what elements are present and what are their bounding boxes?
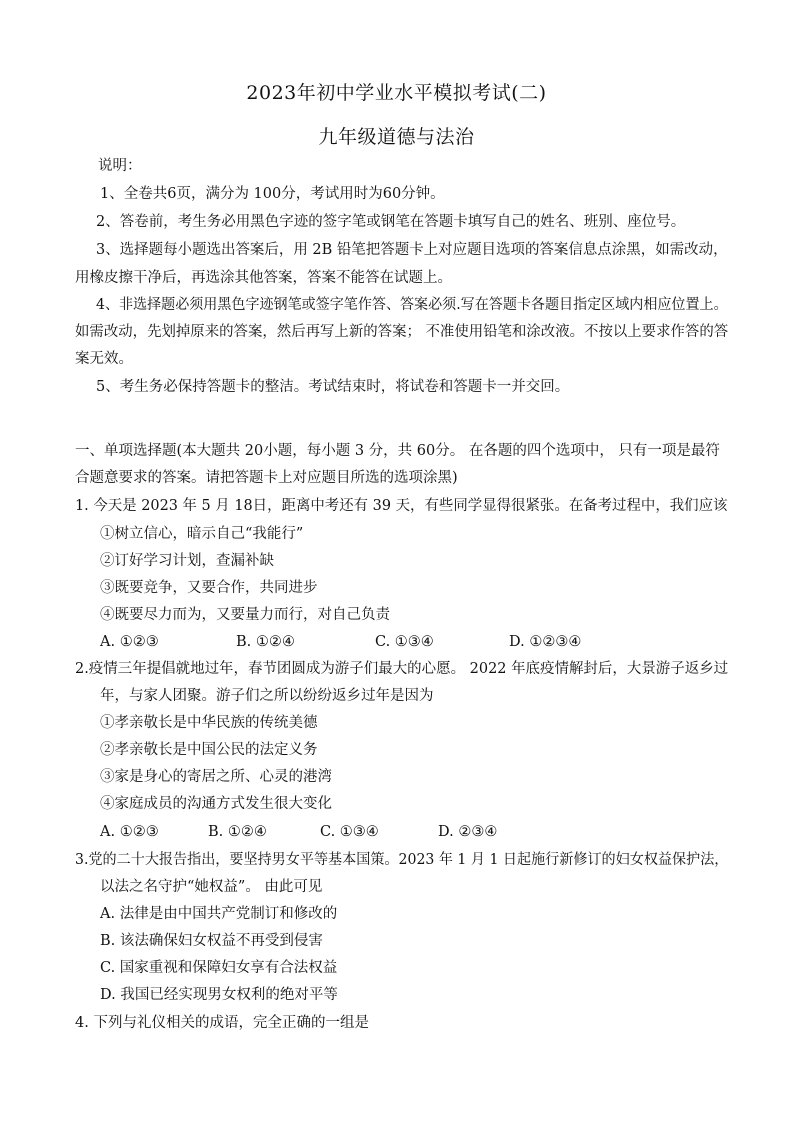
question-1-stem: 1. 今天是 2023 年 5 月 18日，距离中考还有 39 天，有些同学显得很紧张。在备考过程中，我们应该 [75,498,728,514]
exam-subtitle: 九年级道德与法治 [318,126,475,148]
question-2-statement: ③家是身心的寄居之所、心灵的港湾 [100,769,332,785]
instruction-line: 用橡皮擦干净后，再选涂其他答案，答案不能答在试题上。 [75,270,452,286]
question-2-statement: ①孝亲敬长是中华民族的传统美德 [100,715,318,731]
section-heading-cont: 合题意要求的答案。请把答题卡上对应题目所选的选项涂黑) [75,470,458,486]
question-1-option-d: D. ①②③④ [509,634,582,650]
question-1-option-b: B. ①②④ [236,634,295,650]
instruction-line: 3、选择题每小题选出答案后，用 2B 铅笔把答题卡上对应题目选项的答案信息点涂黑，如需改动， [96,242,728,258]
instruction-line: 5、考生务必保持答题卡的整洁。考试结束时，将试卷和答题卡一并交回。 [96,379,570,395]
instruction-line: 4、非选择题必须用黑色字迹钢笔或签字笔作答、答案必须.写在答题卡各题目指定区域内相应位置上。 [96,297,728,313]
question-2-statement: ②孝亲敬长是中国公民的法定义务 [100,742,318,758]
question-3-option-d: D. 我国已经实现男女权利的绝对平等 [100,987,338,1003]
instruction-line: 2、答卷前，考生务必用黑色字迹的签字笔或钢笔在答题卡填写自己的姓名、班别、座位号。 [96,214,686,230]
instruction-line: 如需改动，先划掉原来的答案，然后再写上新的答案； 不准使用铅笔和涂改液。不按以上要求作答的答 [75,324,729,340]
question-1-statement: ①树立信心，暗示自己“我能行” [100,526,304,542]
question-2-option-a: A. ①②③ [100,824,159,840]
instruction-line: 1、全卷共6页，满分为 100分，考试用时为60分钟。 [100,186,445,202]
question-1-statement: ④既要尽力而为，又要量力而行，对自己负责 [100,607,390,623]
question-3-stem: 3.党的二十大报告指出，要坚持男女平等基本国策。2023 年 1 月 1 日起施行新修订的妇女权益保护法， [75,852,729,868]
question-3-option-b: B. 该法确保妇女权益不再受到侵害 [100,933,323,949]
exam-title: 2023年初中学业水平模拟考试(二) [246,82,547,104]
question-2-statement: ④家庭成员的沟通方式发生很大变化 [100,796,332,812]
question-1-option-a: A. ①②③ [100,634,159,650]
section-heading: 一、单项选择题(本大题共 20小题，每小题 3 分，共 60分。 在各题的四个选项中， 只有一项是最符 [75,443,720,459]
question-1-option-c: C. ①③④ [375,634,434,650]
question-3-stem-cont: 以法之名守护“她权益”。 由此可见 [100,879,323,895]
question-3-option-c: C. 国家重视和保障妇女享有合法权益 [100,960,338,976]
question-2-stem: 2.疫情三年提倡就地过年，春节团圆成为游子们最大的心愿。 2022 年底疫情解封后，大景游子返乡过 [75,661,729,677]
question-2-stem-cont: 年，与家人团聚。游子们之所以纷纷返乡过年是因为 [100,688,434,704]
question-2-option-b: B. ①②④ [208,824,267,840]
question-2-option-c: C. ①③④ [320,824,379,840]
question-1-statement: ②订好学习计划，查漏补缺 [100,553,274,569]
question-3-option-a: A. 法律是由中国共产党制订和修改的 [100,906,338,922]
question-2-option-d: D. ②③④ [438,824,498,840]
question-4-stem: 4. 下列与礼仪相关的成语，完全正确的一组是 [75,1015,369,1031]
instruction-line: 案无效。 [75,351,133,367]
instructions-heading: 说明： [98,158,142,174]
question-1-statement: ③既要竞争，又要合作，共同进步 [100,580,318,596]
